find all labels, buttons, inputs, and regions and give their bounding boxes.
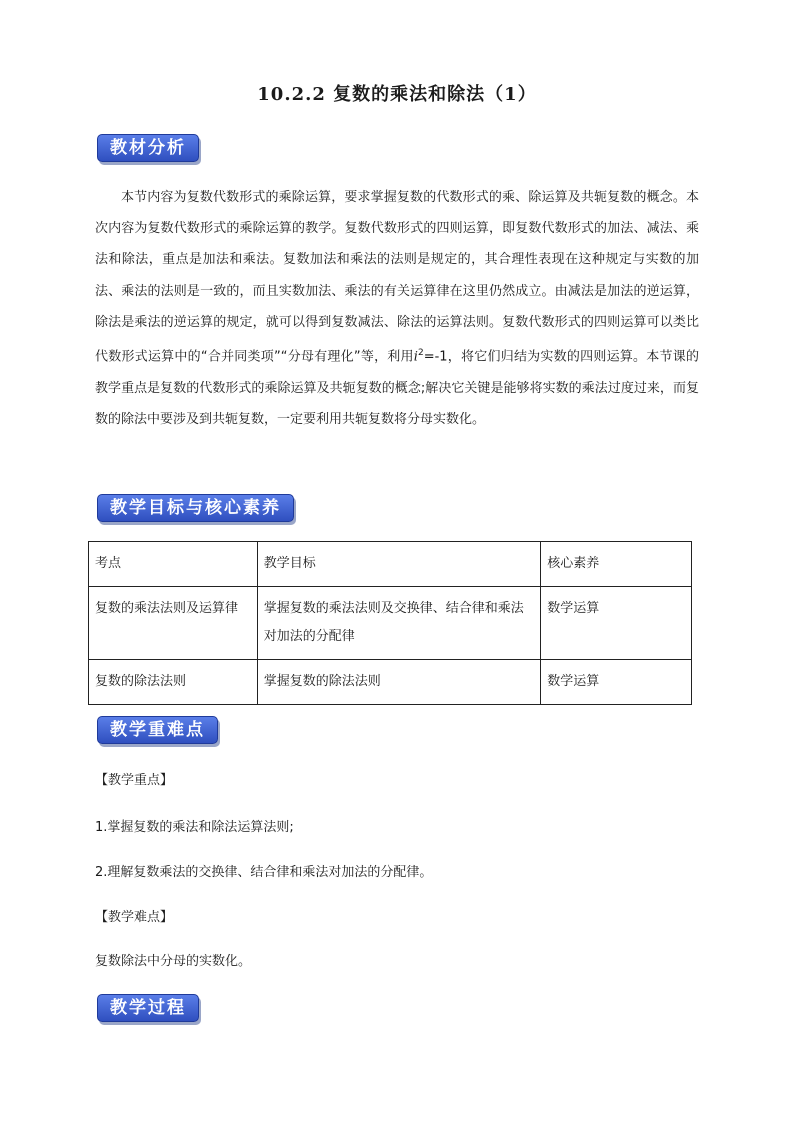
math-exponent: 2 xyxy=(417,348,424,359)
table-cell: 复数的乘法法则及运算律 xyxy=(89,587,258,660)
goals-table xyxy=(88,541,692,705)
math-rest: =-1， xyxy=(423,349,462,365)
table-cell: 复数的除法法则 xyxy=(89,660,258,705)
table-header-cell: 核心素养 xyxy=(541,542,692,587)
table-row xyxy=(89,660,692,705)
section-badge-keypoints: 教学重难点 xyxy=(97,716,218,744)
difficulty-item-1: 复数除法中分母的实数化。 xyxy=(95,954,252,969)
table-cell: 掌握复数的除法法则 xyxy=(257,660,541,705)
math-i: i xyxy=(413,349,418,365)
table-header-cell: 教学目标 xyxy=(257,542,541,587)
table-row xyxy=(89,587,692,660)
analysis-paragraph xyxy=(95,182,699,435)
table-cell: 数学运算 xyxy=(541,587,692,660)
table-cell: 数学运算 xyxy=(541,660,692,705)
focus-heading: 【教学重点】 xyxy=(95,773,174,788)
table-cell: 掌握复数的乘法法则及交换律、结合律和乘法对加法的分配律 xyxy=(257,587,541,660)
section-badge-process: 教学过程 xyxy=(97,994,199,1022)
difficulty-heading: 【教学难点】 xyxy=(95,910,174,925)
section-badge-analysis: 教材分析 xyxy=(97,134,199,162)
table-header-row xyxy=(89,542,692,587)
page-title: 10.2.2 复数的乘法和除法（1） xyxy=(257,84,537,105)
analysis-text-part1: 本节内容为复数代数形式的乘除运算，要求掌握复数的代数形式的乘、除运算及共轭复数的概念。本次内容为复数代数形式的乘除运算的教学。复数代数形式的四则运算，即复数代数形式的加法、减法、乘法和除法，重点是加法和乘法。复数加法和乘法的法则是规定的，其合理性表现在这种规定与实数的加法、乘法的法则是一致的，而且实数加法、乘法的有关运算律在这里仍然成立。由减法是加法的逆运算，除法是乘法的逆运算的规定，就可以得到复数减法、除法的运算法则。复数代数形式的四则运算可以类比代数形式运算中的“合并同类项”“分母有理化”等，利用 xyxy=(95,190,699,365)
focus-item-1: 1.掌握复数的乘法和除法运算法则; xyxy=(95,820,294,835)
section-badge-goals: 教学目标与核心素养 xyxy=(97,494,294,522)
analysis-text-part2: 将它们归结为实数的四则运算。本节课的教学重点是复数的代数形式的乘除运算及共轭复数的概念;解决它关键是能够将实数的乘法过度过来，而复数的除法中要涉及到共轭复数，一定要利用共轭复数将分母实数化。 xyxy=(95,349,699,427)
focus-item-2: 2.理解复数乘法的交换律、结合律和乘法对加法的分配律。 xyxy=(95,865,433,880)
table-header-cell: 考点 xyxy=(89,542,258,587)
